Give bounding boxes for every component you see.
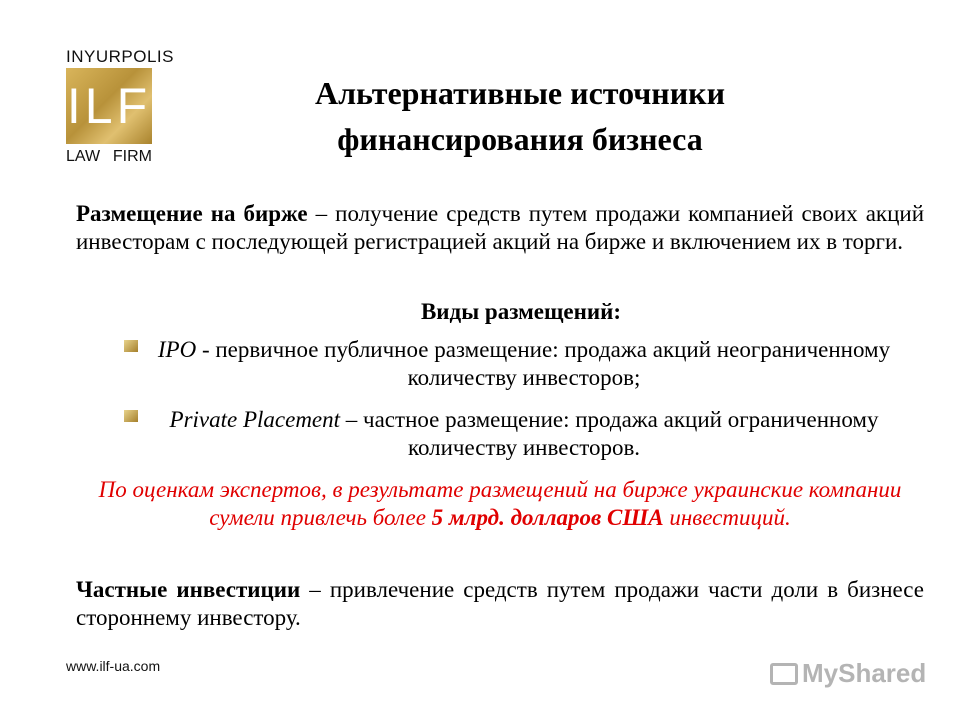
expert-estimate (76, 476, 924, 532)
term-exchange: Размещение на бирже (76, 201, 308, 226)
ilf-logo (66, 47, 174, 166)
bullet-ipo-text: - первичное публичное размещение: продажа акций неограниченному количеству инвесторов; (196, 337, 891, 390)
logo-bottom-right: FIRM (112, 148, 152, 165)
watermark (770, 658, 926, 689)
footer-url: www.ilf-ua.com (66, 658, 161, 674)
term-ipo: IPO (157, 337, 197, 362)
bullet-marker-icon (124, 340, 138, 352)
logo-mark: ILF (66, 78, 152, 134)
paragraph-exchange (76, 200, 924, 256)
monitor-icon (770, 663, 798, 685)
paragraph-private-investments (76, 576, 924, 632)
bullet-marker-icon (124, 410, 138, 422)
paragraph-private-text: – привлечение средств путем продажи части доли в бизнесе стороннему инвестору. (76, 577, 924, 630)
slide-title: Альтернативные источники финансирования бизнеса (314, 75, 726, 157)
logo-bottom (66, 148, 152, 166)
bullet-private-placement (124, 406, 924, 462)
paragraph-exchange-text: – получение средств путем продажи компанией своих акций инвесторам с последующей регистрацией акций на бирже и включением их в торги. (76, 201, 924, 254)
bullet-private-text: – частное размещение: продажа акций ограниченному количеству инвесторов. (340, 407, 879, 460)
logo-badge (66, 68, 152, 144)
term-private-investments: Частные инвестиции (76, 577, 301, 602)
watermark-text: MyShared (802, 658, 927, 688)
logo-bottom-left: LAW (66, 148, 101, 165)
expert-estimate-pre: По оценкам экспертов, в результате размещений на бирже украинские компании сумели привлечь более (98, 477, 902, 530)
subheading: Виды размещений: (420, 299, 622, 324)
logo-top-text: INYURPOLIS (66, 47, 174, 66)
term-private-placement: Private Placement (169, 407, 341, 432)
expert-estimate-amount: 5 млрд. долларов США (431, 505, 664, 530)
expert-estimate-post: инвестиций. (663, 505, 791, 530)
bullet-ipo (124, 336, 924, 392)
